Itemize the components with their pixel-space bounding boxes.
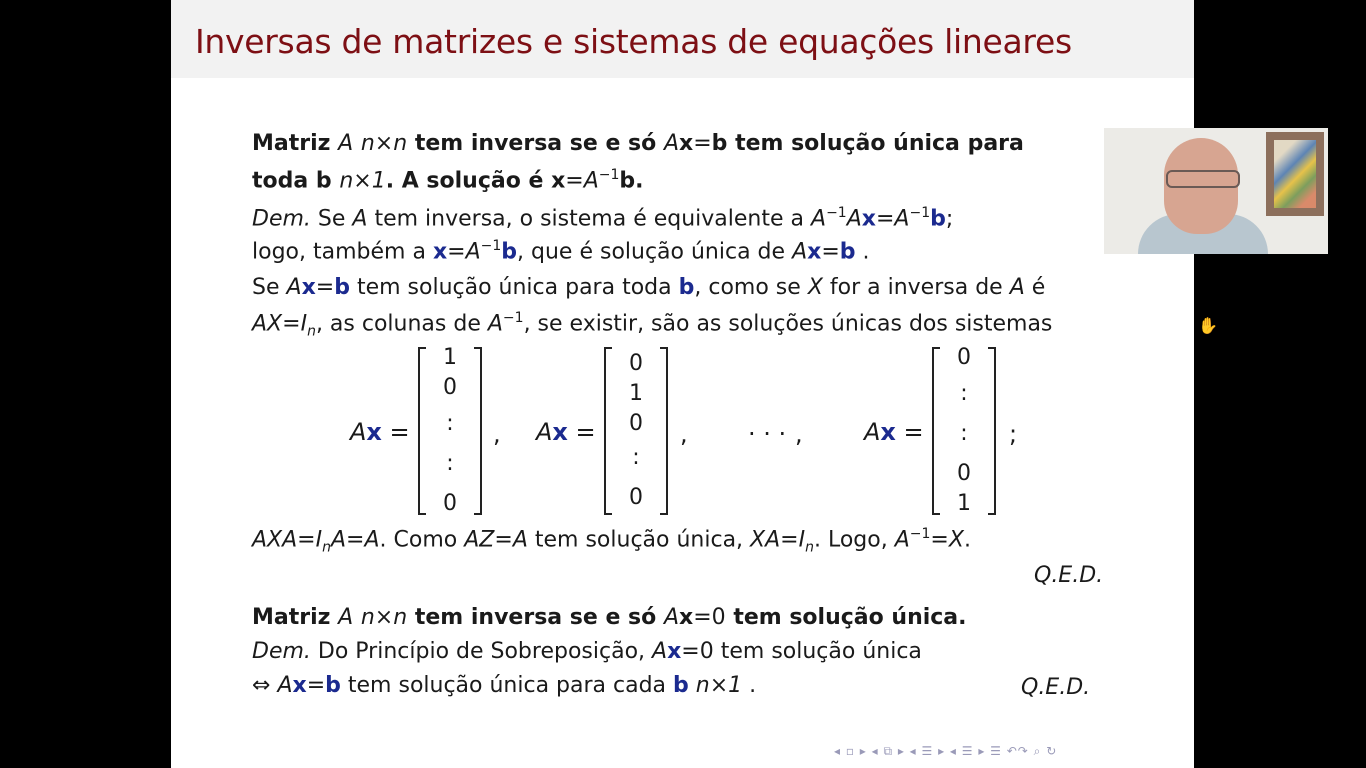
proof1-line4: $AX=I_n$, as colunas de $A^{-1}$, se existir, são as soluções únicas dos sistemas	[252, 310, 1053, 340]
system2-lhs: Ax =	[536, 418, 596, 446]
vector-entry: 0	[957, 461, 971, 486]
vector-entry: :	[446, 451, 454, 476]
vector-entry: :	[446, 411, 454, 436]
proof2-line1: Dem. Do Princípio de Sobreposição, Ax=0 tem solução única	[252, 639, 922, 664]
vector-en	[932, 347, 996, 515]
vector-entry: :	[960, 421, 968, 446]
vector-entry: :	[960, 381, 968, 406]
vector-entry: 0	[957, 345, 971, 370]
separator-comma: ,	[795, 420, 803, 448]
system1-lhs: Ax =	[350, 418, 410, 446]
proof1-line3: Se Ax=b tem solução única para toda b, como se X for a inversa de A é	[252, 275, 1046, 300]
vector-entry: 0	[629, 485, 643, 510]
theorem1-line2: toda b n×1. A solução é $x=A^{-1}b$.	[252, 167, 644, 194]
vector-entry: 1	[443, 345, 457, 370]
wall-picture-art	[1274, 140, 1316, 208]
theorem2-line: Matriz A n×n tem inversa se e só Ax=0 tem solução única.	[252, 605, 967, 630]
vector-entry: :	[632, 445, 640, 470]
separator-semicolon: ;	[1009, 420, 1018, 448]
vector-entry: 0	[443, 375, 457, 400]
system3-lhs: Ax =	[864, 418, 924, 446]
qed-mark-2: Q.E.D.	[1021, 675, 1091, 700]
conclusion-line: $AXA=I_nA=A$. Como AZ=A tem solução única, $XA=I_n$. Logo, $A^{-1}=X$.	[252, 526, 971, 556]
slide	[171, 0, 1194, 768]
vector-entry: 1	[629, 381, 643, 406]
vector-entry: 1	[957, 491, 971, 516]
vector-e1	[418, 347, 482, 515]
vector-entry: 0	[629, 411, 643, 436]
theorem1-line1: Matriz A n×n tem inversa se e só Ax=b tem solução única para	[252, 131, 1024, 156]
separator-comma: ,	[680, 420, 688, 448]
qed-mark-1: Q.E.D.	[1034, 563, 1104, 588]
ellipsis: · · ·	[748, 420, 787, 448]
title-bar	[171, 0, 1194, 78]
hand-cursor-icon: ✋	[1198, 316, 1218, 335]
presenter-webcam	[1104, 128, 1328, 254]
proof1-line1: Dem. Se A tem inversa, o sistema é equivalente a $A^{-1}Ax=A^{-1}b$;	[252, 205, 954, 232]
vector-entry: 0	[629, 351, 643, 376]
vector-e2	[604, 347, 668, 515]
proof1-line2: logo, também a $x=A^{-1}b$, que é solução única de Ax=b .	[252, 238, 870, 265]
presenter-glasses	[1166, 170, 1240, 188]
separator-comma: ,	[493, 420, 501, 448]
slide-title: Inversas de matrizes e sistemas de equações lineares	[195, 22, 1072, 61]
proof2-line2: ⇔ Ax=b tem solução única para cada b n×1 .	[252, 673, 757, 698]
beamer-navigation-bar[interactable]: ◂ ▫ ▸ ◂ ⧉ ▸ ◂ ☰ ▸ ◂ ☰ ▸ ☰ ↶↷ ⌕ ↻	[834, 744, 1058, 758]
vector-entry: 0	[443, 491, 457, 516]
